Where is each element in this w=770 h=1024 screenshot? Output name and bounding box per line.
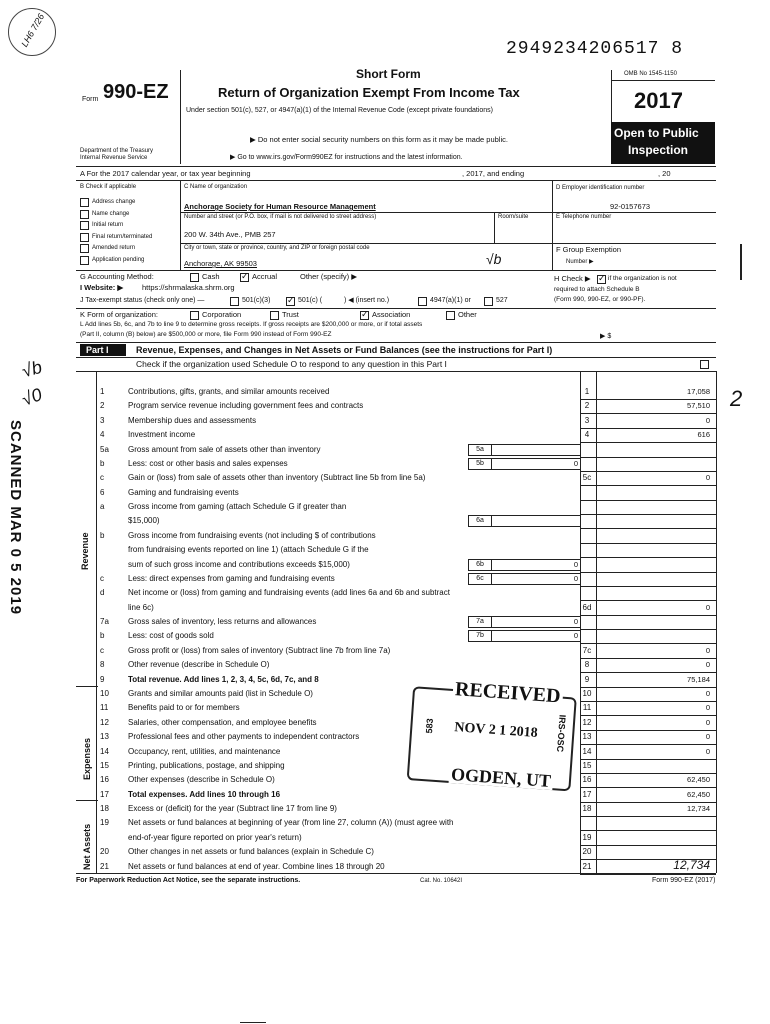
line-number: 11 — [100, 703, 109, 713]
part1-line — [100, 387, 730, 398]
part1-line — [100, 603, 730, 614]
sub-box-label: 6b — [468, 559, 492, 571]
form-number: 990-EZ — [103, 81, 169, 103]
status-insert-no-label: ) ◀ (insert no.) — [344, 297, 390, 304]
status-501c-label: 501(c) ( — [298, 297, 323, 304]
sub-box-label: 5a — [468, 444, 492, 456]
schedule-b-text: if the organization is not — [608, 275, 677, 282]
amount-value[interactable]: 0 — [705, 703, 710, 713]
line-a-ending: , 2017, and ending — [462, 169, 525, 178]
line-label: Other expenses (describe in Schedule O) — [128, 775, 275, 785]
amount-value[interactable]: 57,510 — [687, 401, 710, 411]
sub-box-field[interactable] — [492, 444, 581, 456]
line-label: Benefits paid to or for members — [128, 703, 240, 713]
amount-box-label: 6d — [582, 602, 592, 612]
amount-value[interactable]: 0 — [705, 473, 710, 483]
circle-stamp-text: LH6 7/26 — [19, 11, 47, 49]
amount-value[interactable]: 0 — [705, 415, 710, 425]
part1-line — [100, 646, 730, 657]
ssn-notice: ▶ Do not enter social security numbers on this form as it may be made public. — [250, 135, 508, 144]
line-number: 20 — [100, 847, 109, 857]
short-form-label: Short Form — [356, 67, 421, 81]
revenue-side-label: Revenue — [80, 532, 90, 570]
part1-line — [100, 401, 730, 412]
status-4947-label: 4947(a)(1) or — [430, 297, 471, 304]
amount-value[interactable]: 0 — [705, 717, 710, 727]
line-number: 7a — [100, 617, 109, 627]
part1-line — [100, 660, 730, 671]
irs-label: Internal Revenue Service — [80, 155, 148, 161]
schedule-o-check-line: Check if the organization used Schedule O to respond to any question in this Part I — [136, 359, 447, 369]
line-label: Gain or (loss) from sale of assets other than inventory (Subtract line 5b from line 5a) — [128, 473, 426, 483]
received-stamp — [406, 674, 583, 796]
line-label: Contributions, gifts, grants, and similar amounts received — [128, 387, 330, 396]
line-number: b — [100, 631, 105, 641]
status-4947-checkbox[interactable] — [418, 297, 427, 306]
part1-title: Revenue, Expenses, and Changes in Net Assets or Fund Balances (see the instructions for Part I) — [136, 345, 553, 355]
line-a-label: A For the 2017 calendar year, or tax year beginning — [80, 169, 251, 178]
amount-value[interactable]: 17,058 — [687, 387, 710, 396]
inspection-label: Inspection — [628, 143, 689, 157]
sub-box-label: 5b — [468, 458, 492, 470]
line-number: 6 — [100, 487, 105, 497]
line-label: Total revenue. Add lines 1, 2, 3, 4, 5c, 6d, 7c, and 8 — [128, 674, 319, 684]
amount-box-label: 12 — [582, 717, 592, 727]
line-label: Net assets or fund balances at end of year. Combine lines 18 through 20 — [128, 861, 385, 871]
line-number: b — [100, 458, 105, 468]
line-number: 13 — [100, 732, 109, 742]
amount-box-label: 13 — [582, 732, 592, 742]
line-number: 5a — [100, 444, 109, 454]
line-number: 4 — [100, 430, 105, 440]
schedule-b-text-2: required to attach Schedule B — [554, 286, 640, 293]
b-option-checkbox[interactable] — [80, 198, 89, 207]
amount-value[interactable]: 12,734 — [687, 804, 710, 814]
line-number: 21 — [100, 861, 109, 871]
catalog-number: Cat. No. 10642I — [420, 878, 463, 884]
paperwork-notice: For Paperwork Reduction Act Notice, see the separate instructions. — [76, 877, 301, 884]
website-value[interactable]: https://shrmalaska.shrm.org — [142, 283, 235, 292]
amount-value[interactable]: 0 — [705, 732, 710, 742]
other-method-label: Other (specify) ▶ — [300, 272, 358, 281]
part1-line — [100, 416, 730, 427]
part1-line — [100, 488, 730, 499]
part1-line — [100, 818, 730, 829]
line-label: Less: cost or other basis and sales expenses — [128, 458, 288, 468]
stamp-side-left: 583 — [423, 718, 435, 734]
amount-box-label: 21 — [582, 861, 592, 871]
check-if-applicable: B Check if applicable — [80, 184, 137, 190]
association-checkbox[interactable] — [360, 311, 369, 320]
part1-line — [100, 790, 730, 801]
part1-line — [100, 574, 730, 585]
sub-box-value: 0 — [573, 573, 578, 583]
part1-line — [100, 531, 730, 542]
amount-box-label: 15 — [582, 760, 592, 770]
b-option-label: Application pending — [92, 256, 145, 263]
part1-line — [100, 430, 730, 441]
part1-line — [100, 617, 730, 628]
line-label: Other revenue (describe in Schedule O) — [128, 660, 270, 670]
schedule-b-label: H Check ▶ — [554, 274, 591, 283]
amount-box-label: 10 — [582, 688, 592, 698]
line-label: Other changes in net assets or fund balances (explain in Schedule C) — [128, 847, 374, 857]
line-number: 3 — [100, 415, 105, 425]
line-number: 15 — [100, 760, 109, 770]
part1-line — [100, 560, 730, 571]
line-label: Net assets or fund balances at beginning of year (from line 27, column (A)) (must agree with — [128, 818, 454, 828]
form-prefix: Form — [82, 96, 99, 103]
corporation-checkbox[interactable] — [190, 311, 199, 320]
line-l-arrow: ▶ $ — [600, 333, 612, 340]
part1-line — [100, 631, 730, 642]
line-number: 14 — [100, 746, 109, 756]
sub-box-label: 6c — [468, 573, 492, 585]
amount-box-label: 11 — [582, 703, 592, 713]
line-label: Grants and similar amounts paid (list in Schedule O) — [128, 688, 313, 698]
line-label: end-of-year figure reported on prior year's return) — [128, 832, 302, 842]
stamp-side-right: IRS-OSC — [554, 714, 568, 753]
amount-value[interactable]: 62,450 — [687, 775, 710, 785]
part1-line — [100, 847, 730, 858]
org-name: Anchorage Society for Human Resource Management — [184, 202, 376, 211]
ein-label: D Employer identification number — [556, 185, 645, 191]
part1-line — [100, 502, 730, 513]
sub-box-value: 0 — [573, 458, 578, 468]
part1-line — [100, 833, 730, 844]
other-org-checkbox[interactable] — [446, 311, 455, 320]
schedule-b-text-3: (Form 990, 990-EZ, or 990-PF). — [554, 296, 646, 303]
line-label: $15,000) — [128, 516, 160, 526]
b-option-checkbox[interactable] — [80, 244, 89, 253]
line-label: Less: cost of goods sold — [128, 631, 214, 641]
line-number: 17 — [100, 789, 109, 799]
margin-mark-2: √0 — [19, 384, 45, 410]
part1-line — [100, 473, 730, 484]
b-option-checkbox[interactable] — [80, 210, 89, 219]
line-label: Program service revenue including government fees and contracts — [128, 401, 364, 411]
trust-checkbox[interactable] — [270, 311, 279, 320]
stamp-date: NOV 2 1 2018 — [453, 720, 539, 741]
sub-box-label: 7b — [468, 630, 492, 642]
sub-box-value: 0 — [573, 631, 578, 641]
trust-label: Trust — [282, 310, 299, 319]
line-label: Net income or (loss) from gaming and fundraising events (add lines 6a and 6b and subtract — [128, 588, 450, 598]
line-label: Total expenses. Add lines 10 through 16 — [128, 789, 281, 799]
b-option-label: Final return/terminated — [92, 233, 153, 240]
city-label: City or town, state or province, country, and ZIP or foreign postal code — [184, 245, 370, 251]
line-number: d — [100, 588, 105, 598]
amount-value[interactable]: 0 — [705, 645, 710, 655]
line-number: 1 — [100, 387, 105, 396]
b-option-label: Address change — [92, 199, 136, 205]
line-label: Gross income from gaming (attach Schedule G if greater than — [128, 502, 347, 512]
corporation-label: Corporation — [202, 310, 242, 319]
street-label: Number and street (or P.O. box, if mail is not delivered to street address) — [184, 214, 377, 220]
part1-line — [100, 459, 730, 470]
amount-box-label: 9 — [584, 674, 590, 684]
line-number: b — [100, 530, 105, 540]
omb-number: OMB No 1545-1150 — [624, 71, 677, 77]
part1-line — [100, 588, 730, 599]
line-label: Salaries, other compensation, and employee benefits — [128, 717, 317, 727]
form-title: Return of Organization Exempt From Income Tax — [218, 85, 520, 100]
line-label: Less: direct expenses from gaming and fundraising events — [128, 573, 335, 583]
line-number: 10 — [100, 688, 109, 698]
schedule-o-checkbox[interactable] — [700, 360, 709, 369]
form-subtitle: Under section 501(c), 527, or 4947(a)(1) of the Internal Revenue Code (except private foundations) — [186, 107, 494, 114]
line-a-year-end: , 20 — [658, 169, 671, 178]
status-501c3-checkbox[interactable] — [230, 297, 239, 306]
part1-line — [100, 857, 730, 873]
telephone-label: E Telephone number — [556, 214, 612, 220]
b-option-checkbox[interactable] — [80, 256, 89, 265]
schedule-b-checkbox[interactable] — [597, 275, 606, 284]
b-option-label: Initial return — [92, 222, 124, 228]
amount-value[interactable]: 616 — [697, 430, 710, 440]
amount-box-label: 17 — [582, 789, 592, 799]
amount-box-label: 4 — [584, 430, 590, 440]
footer-form: Form 990-EZ (2017) — [652, 877, 716, 884]
line-label: Occupancy, rent, utilities, and maintenance — [128, 746, 281, 756]
part1-line — [100, 516, 730, 527]
tax-year: 2017 — [634, 88, 683, 113]
line-label: Gross income from fundraising events (not including $ of contributions — [128, 530, 376, 540]
line-number: a — [100, 502, 105, 512]
amount-value[interactable]: 62,450 — [687, 789, 710, 799]
line-number: 18 — [100, 804, 109, 814]
stamp-received: RECEIVED — [454, 678, 562, 708]
tax-exempt-status-label: J Tax-exempt status (check only one) — — [80, 297, 205, 304]
b-option-checkbox[interactable] — [80, 221, 89, 230]
expenses-side-label: Expenses — [82, 737, 92, 780]
line-label: Printing, publications, postage, and shipping — [128, 760, 285, 770]
handwritten-mark-city: √b — [486, 251, 502, 267]
association-label: Association — [372, 310, 411, 319]
part1-line — [100, 804, 730, 815]
amount-box-label: 18 — [582, 804, 592, 814]
line-label: from fundraising events reported on line 1) (attach Schedule G if the — [128, 545, 369, 555]
barcode-number: 2949234206517 8 — [506, 39, 684, 59]
line-label: Investment income — [128, 430, 196, 440]
line-label: Gross amount from sale of assets other than inventory — [128, 444, 321, 454]
sub-box-field[interactable] — [492, 515, 581, 527]
margin-mark-1: √b — [19, 356, 45, 382]
amount-box-label: 1 — [584, 387, 590, 396]
line-number: 12 — [100, 717, 109, 727]
amount-value[interactable]: 75,184 — [687, 674, 710, 684]
amount-box-label: 2 — [584, 401, 590, 411]
amount-value[interactable]: 0 — [705, 688, 710, 698]
amount-value[interactable]: 0 — [705, 660, 710, 670]
part1-line — [100, 445, 730, 456]
url-notice: ▶ Go to www.irs.gov/Form990EZ for instructions and the latest information. — [230, 154, 463, 161]
accrual-checkbox[interactable] — [240, 273, 249, 282]
open-public-label: Open to Public — [614, 126, 699, 140]
city-state-zip: Anchorage, AK 99503 — [184, 259, 257, 268]
amount-value[interactable]: 12,734 — [673, 857, 710, 872]
amount-box-label: 16 — [582, 775, 592, 785]
line-label: Gross profit or (loss) from sales of inventory (Subtract line 7b from line 7a) — [128, 645, 391, 655]
part1-tag: Part I — [86, 345, 109, 355]
amount-box-label: 3 — [584, 415, 590, 425]
org-name-label: C Name of organization — [184, 184, 248, 190]
sub-box-value: 0 — [573, 559, 578, 569]
amount-box-label: 20 — [582, 847, 592, 857]
scanned-stamp: SCANNED MAR 0 5 2019 — [7, 420, 24, 616]
b-option-label: Name change — [92, 210, 130, 217]
line-label: Professional fees and other payments to independent contractors — [128, 732, 360, 742]
b-option-label: Amended return — [92, 245, 136, 251]
line-number: c — [100, 573, 104, 583]
status-501c3-label: 501(c)(3) — [242, 297, 271, 304]
sub-box-value: 0 — [573, 617, 578, 627]
line-number: c — [100, 473, 104, 483]
accounting-method-label: G Accounting Method: — [80, 272, 154, 281]
stamp-place: OGDEN, UT — [450, 764, 552, 791]
room-suite-label: Room/suite — [498, 214, 529, 220]
line-number: 9 — [100, 674, 105, 684]
amount-box-label: 8 — [584, 660, 590, 670]
status-501c-checkbox[interactable] — [286, 297, 295, 306]
line-label: Excess or (deficit) for the year (Subtract line 17 from line 9) — [128, 804, 337, 814]
net-assets-side-label: Net Assets — [82, 823, 92, 870]
line-number: 2 — [100, 401, 105, 411]
line-number: c — [100, 645, 104, 655]
status-527-checkbox[interactable] — [484, 297, 493, 306]
amount-box-label: 7c — [582, 645, 592, 655]
department-label: Department of the Treasury — [80, 148, 154, 154]
line-number: 16 — [100, 775, 109, 785]
website-label: I Website: ▶ — [80, 283, 124, 292]
cash-label: Cash — [202, 272, 220, 281]
right-margin-mark: 2 — [730, 386, 743, 411]
line-label: Membership dues and assessments — [128, 415, 257, 425]
cash-checkbox[interactable] — [190, 273, 199, 282]
line-label: sum of such gross income and contributions exceeds $15,000) — [128, 559, 350, 569]
line-number: 19 — [100, 818, 109, 828]
other-org-label: Other — [458, 310, 477, 319]
sub-box-label: 6a — [468, 515, 492, 527]
b-option-checkbox[interactable] — [80, 233, 89, 242]
line-l-text-2: (Part II, column (B) below) are $500,000 or more, file Form 990 instead of Form 990-EZ — [80, 331, 332, 338]
line-label: Gaming and fundraising events — [128, 487, 239, 497]
amount-value[interactable]: 0 — [705, 602, 710, 612]
ein-value: 92-0157673 — [610, 202, 651, 211]
line-label: Gross sales of inventory, less returns and allowances — [128, 617, 317, 627]
form-of-organization-label: K Form of organization: — [80, 310, 158, 319]
amount-box-label: 14 — [582, 746, 592, 756]
line-number: 8 — [100, 660, 105, 670]
line-label: line 6c) — [128, 602, 154, 612]
line-l-text-1: L Add lines 5b, 6c, and 7b to line 9 to determine gross receipts. If gross receipts are $200,000 or more, or if total assets — [80, 321, 423, 328]
amount-box-label: 5c — [582, 473, 592, 483]
circle-stamp — [8, 8, 56, 56]
amount-box-label: 19 — [582, 832, 592, 842]
amount-value[interactable]: 0 — [705, 746, 710, 756]
status-527-label: 527 — [496, 297, 508, 304]
accrual-label: Accrual — [252, 272, 278, 281]
part1-line — [100, 545, 730, 556]
sub-box-label: 7a — [468, 616, 492, 628]
street-address: 200 W. 34th Ave., PMB 257 — [184, 230, 276, 239]
group-exemption-label: F Group Exemption — [556, 245, 622, 254]
group-exemption-number: Number ▶ — [566, 259, 594, 265]
